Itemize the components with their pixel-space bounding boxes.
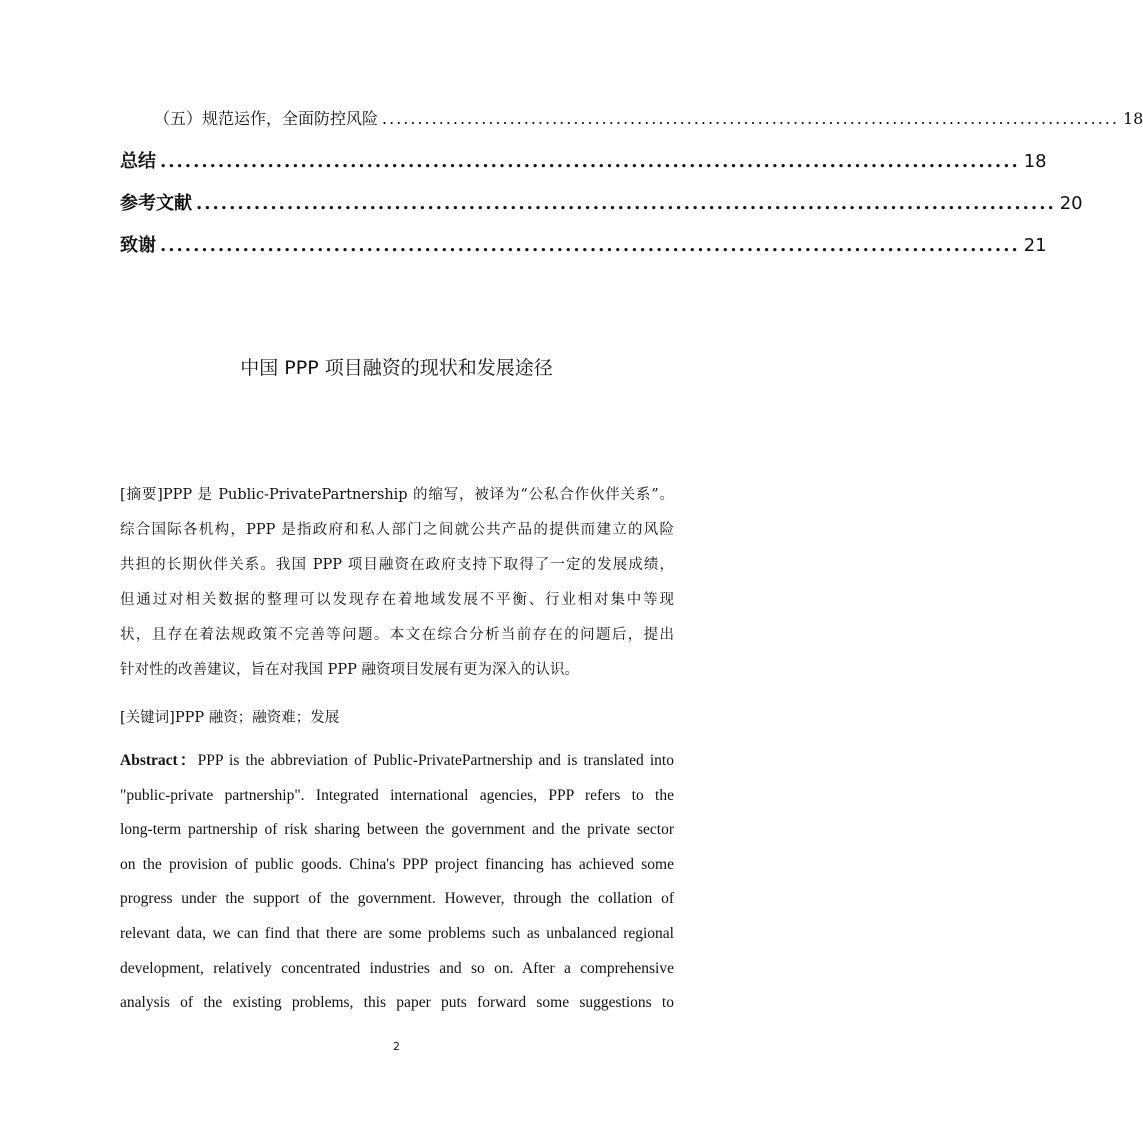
toc-entry-page: 18 — [1023, 151, 1047, 172]
abstract-chinese-line: [摘要]PPP 是 Public-PrivatePartnership 的缩写，被译为“公私合作伙伴关系”。 — [120, 487, 674, 503]
abstract-english-line: progress under the support of the government. However, through the collation of — [120, 890, 674, 908]
page-number: 2 — [393, 1040, 400, 1053]
abstract-chinese — [120, 478, 674, 688]
abstract-english-line: Abstract：PPP is the abbreviation of Public-PrivatePartnership and is translated into — [120, 752, 674, 769]
toc-entry-label: 参考文献 — [120, 193, 192, 214]
toc-leader: ........................................................................................................ — [160, 151, 1020, 172]
abstract-english-line: "public-private partnership". Integrated international agencies, PPP refers to the — [120, 786, 674, 804]
keywords-text: PPP 融资；融资难；发展 — [174, 710, 340, 726]
abstract-chinese-line: 但通过对相关数据的整理可以发现存在着地域发展不平衡、行业相对集中等现 — [120, 592, 674, 608]
abstract-english-line: on the provision of public goods. China's PPP project financing has achieved some — [120, 855, 674, 873]
keywords-label: [关键词] — [120, 710, 175, 726]
abstract-chinese-line: 状，且存在着法规政策不完善等问题。本文在综合分析当前存在的问题后，提出 — [120, 627, 674, 643]
toc-entry-label: （五）规范运作，全面防控风险 — [154, 109, 379, 128]
abstract-chinese-line: 共担的长期伙伴关系。我国 PPP 项目融资在政府支持下取得了一定的发展成绩， — [120, 557, 674, 573]
toc-entry-summary[interactable] — [120, 147, 1047, 173]
keywords — [120, 704, 674, 732]
toc-entry-page: 21 — [1023, 235, 1047, 256]
abstract-english-line: development, relatively concentrated industries and so on. After a comprehensive — [120, 959, 674, 977]
abstract-english-label: Abstract： — [120, 752, 198, 769]
toc-entry-acknowledgements[interactable] — [120, 231, 1047, 257]
abstract-english-line: relevant data, we can find that there are some problems such as unbalanced regional — [120, 924, 674, 942]
abstract-english-line: analysis of the existing problems, this paper puts forward some suggestions to — [120, 994, 674, 1012]
abstract-chinese-line: 针对性的改善建议，旨在对我国 PPP 融资项目发展有更为深入的认识。 — [120, 662, 579, 678]
toc-leader: ........................................................................................................ — [382, 109, 1119, 128]
abstract-chinese-line: 综合国际各机构，PPP 是指政府和私人部门之间就公共产品的提供而建立的风险 — [120, 522, 674, 538]
abstract-english-line: long-term partnership of risk sharing between the government and the private sector — [120, 821, 674, 839]
paper-title: 中国 PPP 项目融资的现状和发展途径 — [240, 357, 553, 379]
abstract-chinese-label: [摘要] — [120, 487, 163, 503]
toc-entry-label: 总结 — [120, 151, 156, 172]
toc-entry-sub[interactable] — [120, 106, 1143, 129]
toc-leader: ........................................................................................................ — [196, 193, 1056, 214]
toc-entry-page: 18 — [1122, 109, 1143, 128]
toc-entry-references[interactable] — [120, 189, 1083, 215]
toc-leader: ........................................................................................................ — [160, 235, 1020, 256]
abstract-english — [120, 744, 674, 1021]
toc-entry-label: 致谢 — [120, 235, 156, 256]
toc-entry-page: 20 — [1059, 193, 1083, 214]
